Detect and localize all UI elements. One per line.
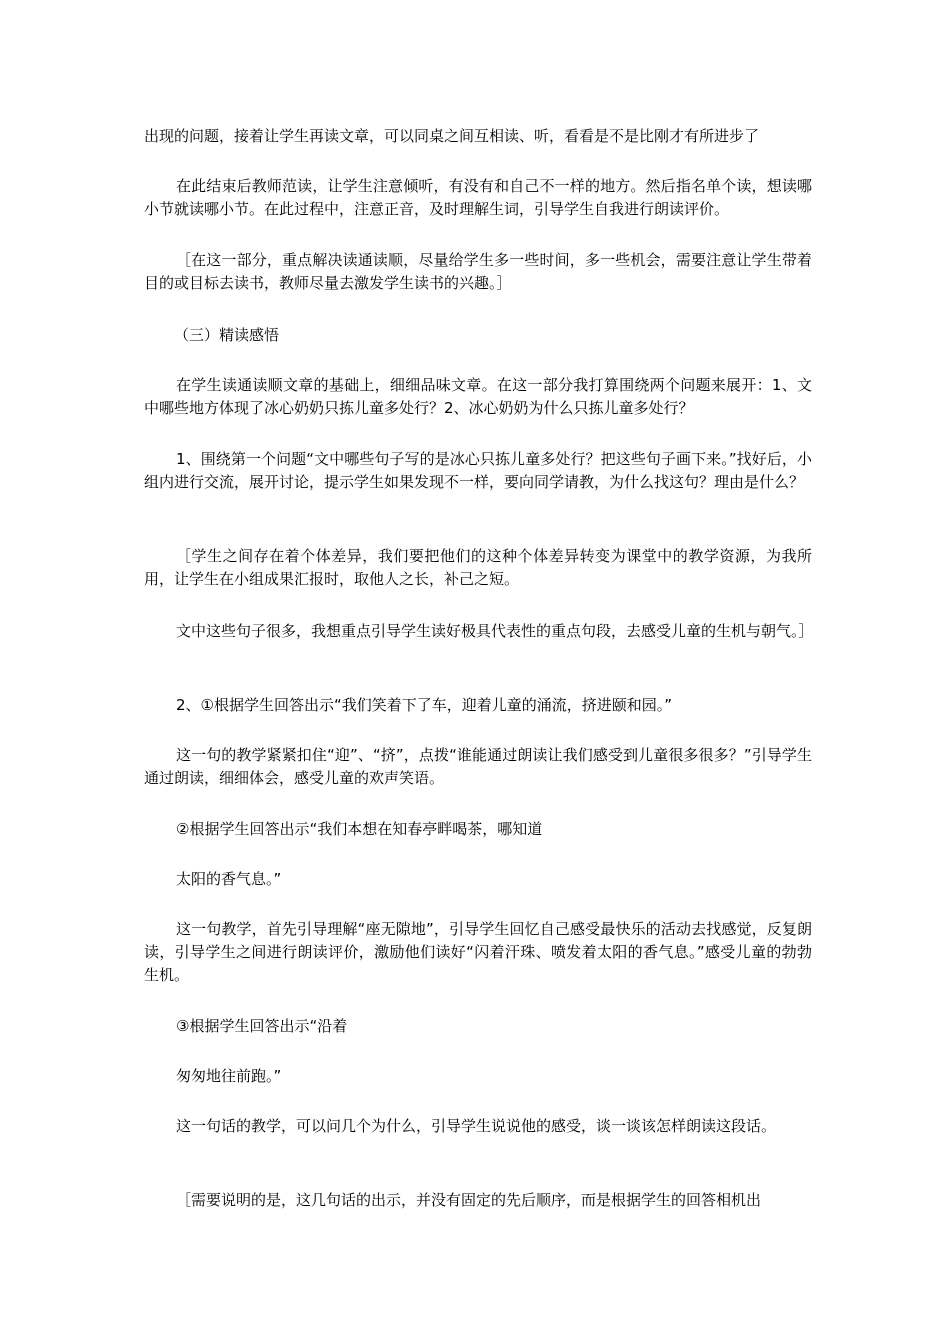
paragraph-2: 在此结束后教师范读，让学生注意倾听，有没有和自己不一样的地方。然后指名单个读，想读哪小节就读哪小节。在此过程中，注意正音，及时理解生词，引导学生自我进行朗读评价。 — [144, 177, 812, 218]
paragraph-10: ②根据学生回答出示“我们本想在知春亭畔喝茶，哪知道 — [176, 820, 543, 838]
paragraph-16-note: ［需要说明的是，这几句话的出示，并没有固定的先后顺序，而是根据学生的回答相机出 — [176, 1191, 762, 1209]
paragraph-1: 出现的问题，接着让学生再读文章，可以同桌之间互相读、听，看看是不是比刚才有所进步了 — [144, 127, 760, 145]
paragraph-4: 在学生读通读顺文章的基础上，细细品味文章。在这一部分我打算围绕两个问题来展开：1、文中哪些地方体现了冰心奶奶只拣儿童多处行？2、冰心奶奶为什么只拣儿童多处行？ — [144, 376, 812, 417]
paragraph-5: 1、围绕第一个问题“文中哪些句子写的是冰心只拣儿童多处行？把这些句子画下来。”找好后，小组内进行交流，展开讨论，提示学生如果发现不一样，要向同学请教，为什么找这句？理由是什么？ — [144, 450, 812, 491]
paragraph-15: 这一句话的教学，可以问几个为什么，引导学生说说他的感受，谈一谈该怎样朗读这段话。 — [176, 1117, 777, 1135]
paragraph-13: ③根据学生回答出示“沿着 — [176, 1017, 348, 1035]
section-heading-jingdu-ganwu: （三）精读感悟 — [174, 326, 280, 344]
paragraph-3-note: ［在这一部分，重点解决读通读顺，尽量给学生多一些时间，多一些机会，需要注意让学生带着目的或目标去读书，教师尽量去激发学生读书的兴趣。］ — [144, 251, 812, 292]
paragraph-12: 这一句教学，首先引导理解“座无隙地”，引导学生回忆自己感受最快乐的活动去找感觉，反复朗读，引导学生之间进行朗读评价，激励他们读好“闪着汗珠、喷发着太阳的香气息。”感受儿童的勃勃生机。 — [144, 920, 812, 984]
paragraph-7-note: 文中这些句子很多，我想重点引导学生读好极具代表性的重点句段，去感受儿童的生机与朝气。］ — [176, 622, 814, 640]
paragraph-9: 这一句的教学紧紧扣住“迎”、“挤”，点拨“谁能通过朗读让我们感受到儿童很多很多？”引导学生通过朗读，细细体会，感受儿童的欢声笑语。 — [144, 746, 812, 787]
paragraph-8: 2、①根据学生回答出示“我们笑着下了车，迎着儿童的涌流，挤进颐和园。” — [176, 696, 673, 714]
paragraph-11: 太阳的香气息。” — [176, 870, 282, 888]
paragraph-6-note: ［学生之间存在着个体差异，我们要把他们的这种个体差异转变为课堂中的教学资源，为我所用，让学生在小组成果汇报时，取他人之长，补己之短。 — [144, 547, 812, 588]
paragraph-14: 匆匆地往前跑。” — [176, 1067, 282, 1085]
